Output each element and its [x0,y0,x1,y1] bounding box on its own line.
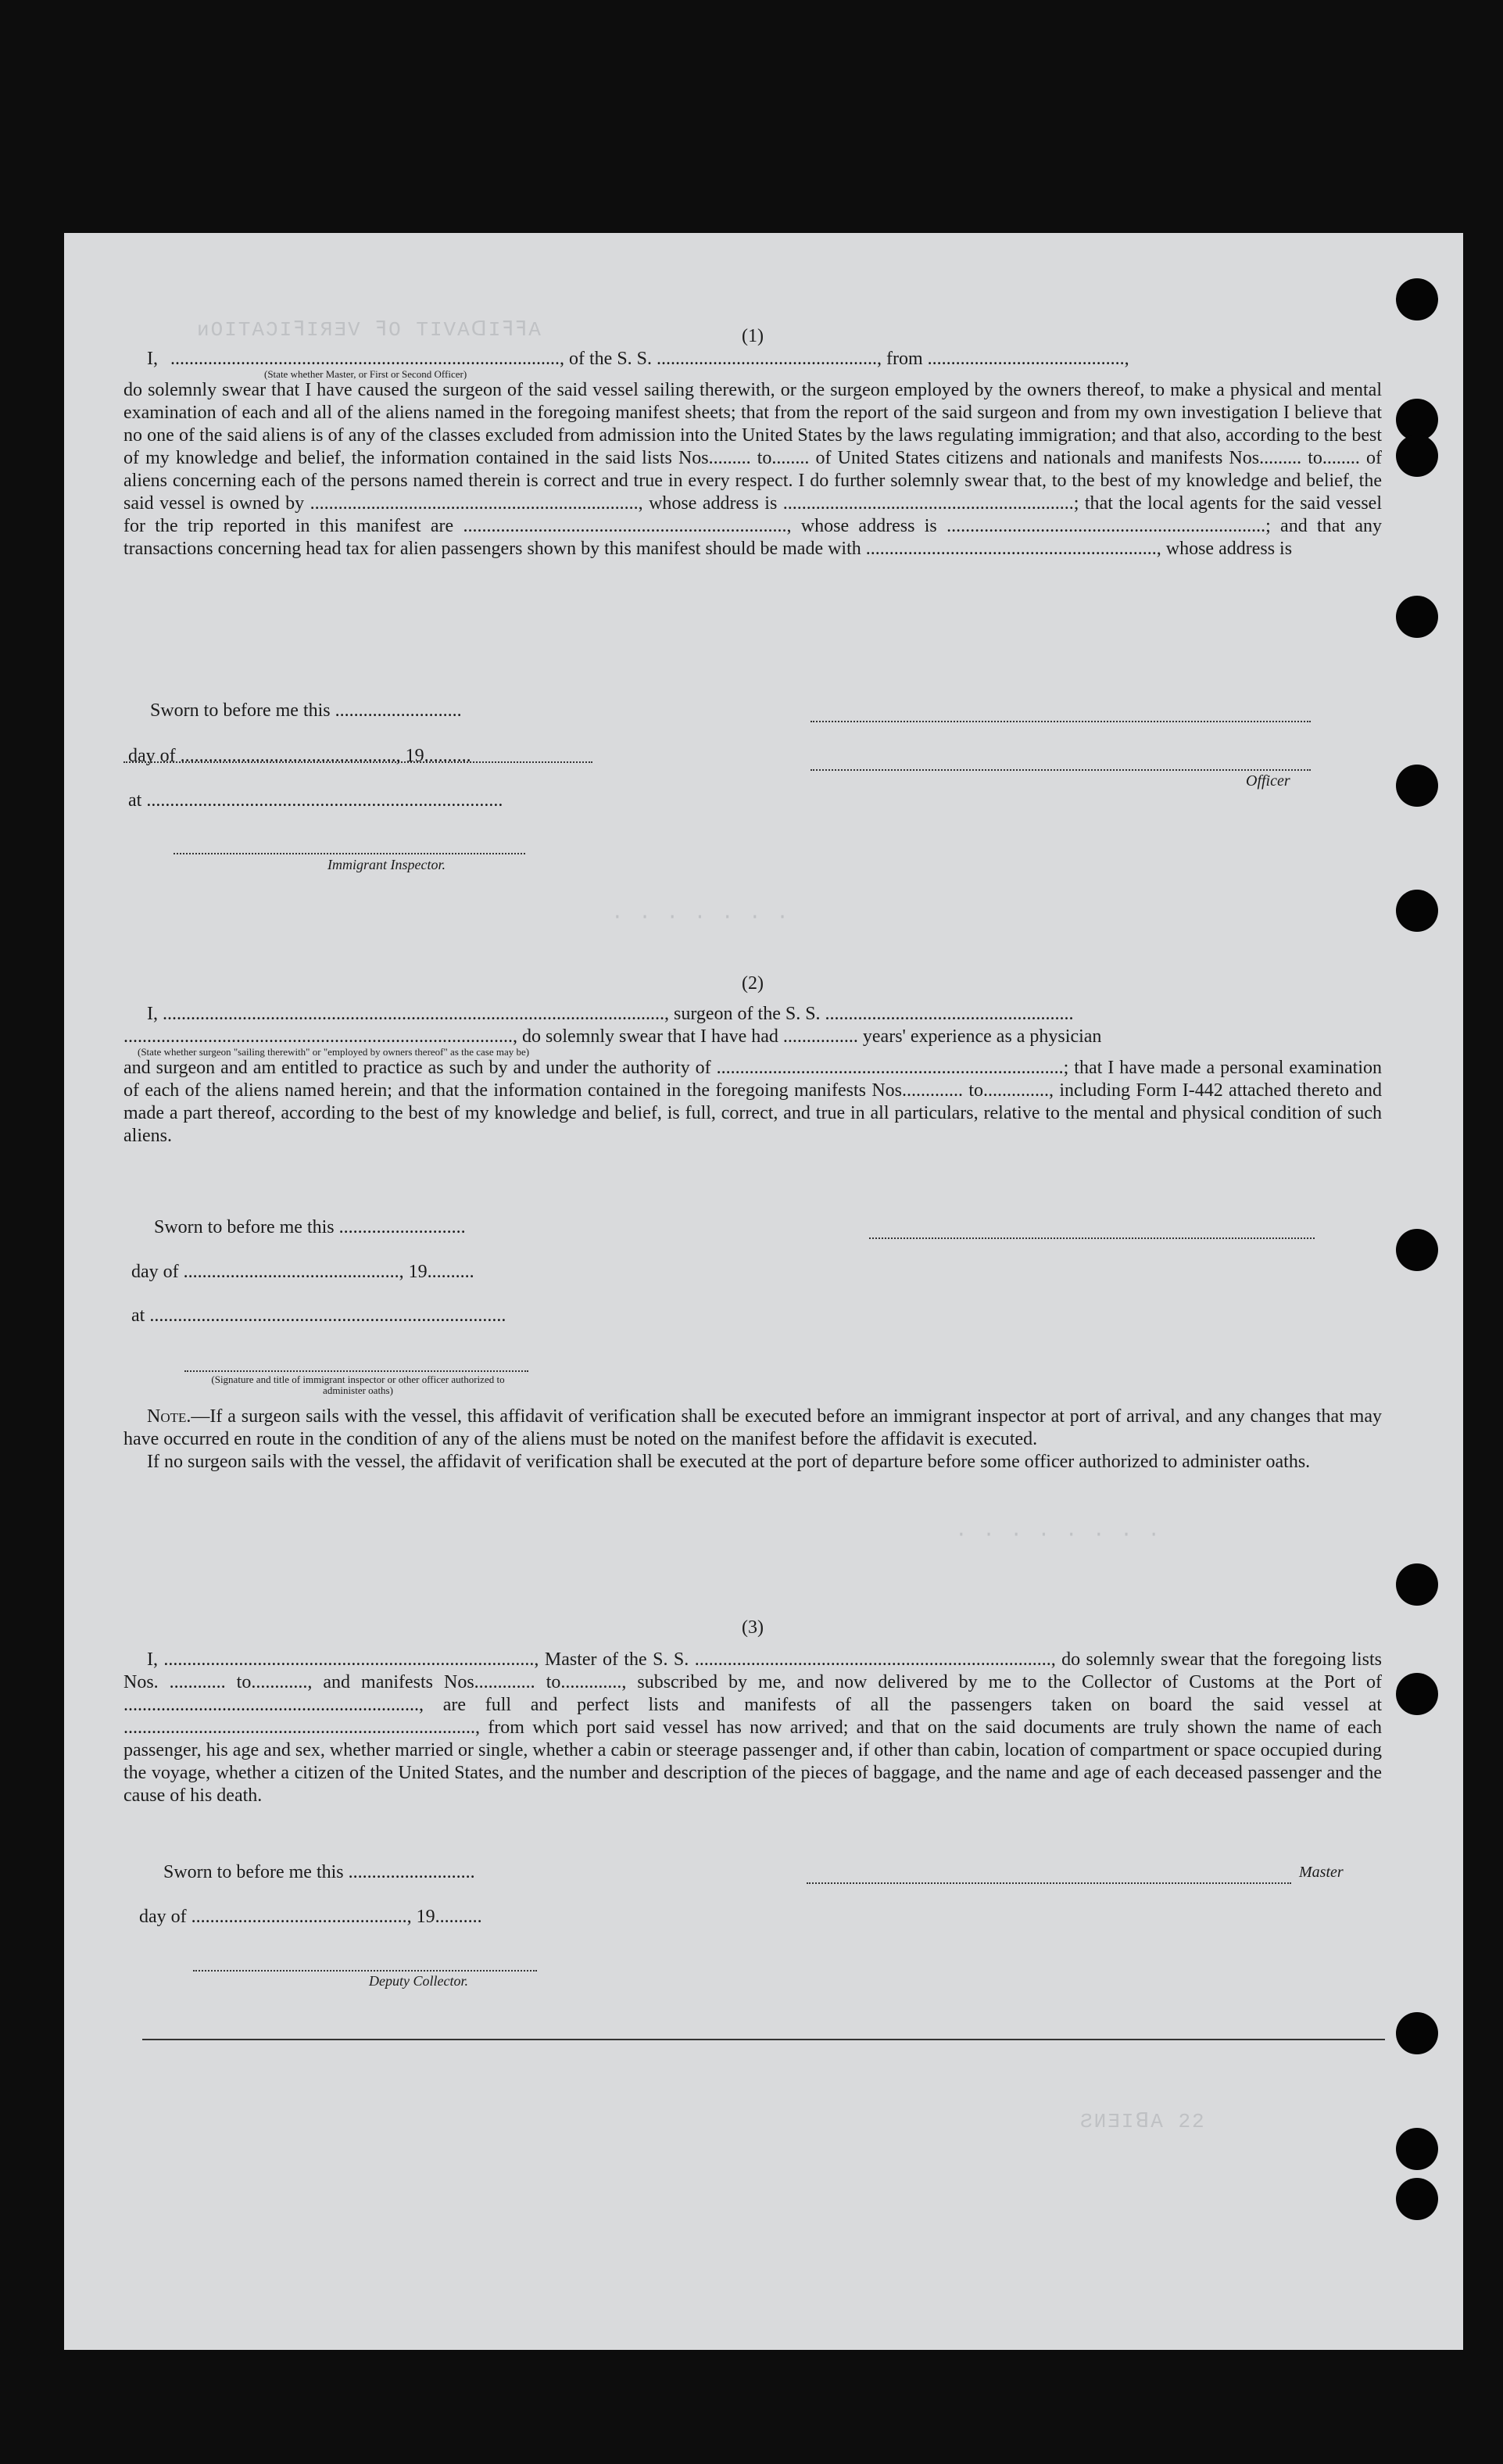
day-line-2: day of .............................................., 19.......... [131,1262,474,1282]
affidavit-section-1 [123,325,1382,560]
punch-hole [1396,2012,1438,2054]
sworn-line-1: Sworn to before me this ........................... [150,700,462,721]
officer-line [811,769,1311,771]
day-line-3: day of .............................................., 19.......... [139,1907,482,1927]
oath-text: do solemnly swear that I have caused the surgeon of the said vessel sailing therewith, or the surgeon employed by the owners thereof, to make a physical and mental examination of each and all of the aliens named in the foregoing manifest sheets; that from the report of the said surgeon and from my own investigation I believe that no one of the said aliens is of any of the classes excluded from admission into the United States by the laws regulating immigration; and that also, according to the best of my knowledge and belief, the information contained in the said lists Nos......... to........ of United States citizens and nationals and manifests Nos......... to........ of aliens concerning each of the persons named therein is correct and true in every respect. I do further solemnly swear that, to the best of my knowledge and belief, the said vessel is owned by ......................................................................, whose address is ..............................................................; that the local agents for the said vessel for the trip reported in this manifest are ....................................................................., whose address is ....................................................................; and that any transactions concerning head tax for alien passengers shown by this manifest should be made with .............................................................., whose address is [123,380,1382,559]
section-number: (3) [742,1617,764,1638]
inspector-line [174,853,525,854]
affidavit-section-3 [123,1617,1382,1807]
note-label: Note. [147,1406,191,1427]
collector-label: Deputy Collector. [369,1973,468,1989]
inspector-label: Immigrant Inspector. [327,857,446,872]
punch-hole [1396,1563,1438,1606]
punch-hole [1396,1229,1438,1271]
punch-hole [1396,596,1438,638]
master-signature-line [807,1882,1291,1884]
punch-hole [1396,765,1438,807]
sworn-line-2: Sworn to before me this ........................... [154,1217,466,1237]
master-line-note: (State whether Master, or First or Second Officer) [264,368,467,380]
section-number: (2) [742,973,764,994]
punch-hole [1396,1673,1438,1715]
bleed-through-text: · · · · · · · · [955,1523,1162,1546]
note-text-1: —If a surgeon sails with the vessel, this affidavit of verification shall be executed before an immigrant inspector at port of arrival, and any changes that may have occurred en route in the condition of any of the aliens must be noted on the manifest before the affidavit is executed. [123,1406,1382,1449]
note-block [123,1406,1382,1474]
at-line-1: at ............................................................................ [128,790,503,811]
signature-line-2 [869,1237,1315,1239]
surgeon-oath-text: and surgeon and am entitled to practice as such by and under the authority of ..........................................................................; that I have made a personal examination of each of the aliens named herein; and that the information contained in the foregoing manifests Nos............. to.............., including Form I-442 attached thereto and made a part thereof, according to the best of my knowledge and belief, is full, correct, and true in all particulars, relative to the mental and physical condition of such aliens. [123,1058,1382,1146]
punch-hole [1396,435,1438,477]
affidavit-section-2 [123,972,1382,1148]
punch-hole [1396,278,1438,321]
signature-line-1 [811,721,1311,722]
surgeon-line: I, ..........................................................................................................., surgeon of the S. S. ..................................................... [147,1004,1074,1024]
master-oath-text: I, ..............................................................................., Master of the S. S. ............................................................................, do solemnly swear that the foregoing lists Nos. ............ to............, and manifests Nos............. to............., subscribed by me, and now delivered by me to the Collector of Customs at the Port of ..............................................................., are full and perfect lists and manifests of all the passengers taken on board the said vessel at ..........................................................................., from which port said vessel has now arrived; and that on the said documents are truly shown the name of each passenger, his age and sex, whether married or single, whether a cabin or steerage passenger and, if other than cabin, location of compartment or space occupied during the voyage, whether a citizen of the United States, and the number and description of the pieces of baggage, and the name and age of each deceased passenger and the cause of his death. [123,1649,1382,1806]
authorized-officer-note: (Signature and title of immigrant inspector or other officer authorized to administer oaths) [211,1373,505,1396]
sworn-line-3: Sworn to before me this ........................... [163,1862,475,1882]
day-line-1: day of .............................................., 19.......... [128,746,471,766]
section-number: (1) [742,326,764,346]
authorized-officer-line [184,1370,528,1372]
bleed-through-text: · · · · · · · [611,905,790,929]
footer-rule [142,2039,1385,2040]
punch-hole [1396,890,1438,932]
experience-line: ..................................................................................., do solemnly swear that I have had ................ years' experience as a physician [123,1026,1102,1047]
at-line-2: at ............................................................................ [131,1305,506,1326]
note-paragraph-1 [123,1406,1382,1451]
note-text-2: If no surgeon sails with the vessel, the affidavit of verification shall be executed at the port of departure before some officer authorized to administer oaths. [147,1452,1311,1472]
bleed-through-text: ƧИƎIꓭA 22 [1080,2110,1206,2133]
punch-hole [1396,2128,1438,2170]
bleed-through-text: ᴎOITAƆIꟻIЯƎV ꟻO TIVAᗡIꟻꟻA [197,318,542,342]
master-label: Master [1299,1864,1344,1881]
first-line [123,348,1382,379]
form-sheet [64,233,1463,2350]
punch-hole [1396,2178,1438,2220]
officer-label: Officer [1246,772,1290,790]
master-line: ..................................................................................., of the S. S. ..............................................., from .........................................., [170,349,1129,369]
pronoun-label: I, [147,349,158,369]
collector-line [193,1970,537,1972]
experience-line-wrap [123,1026,1382,1057]
experience-note: (State whether surgeon "sailing therewith" or "employed by owners thereof" as the case may be) [138,1046,530,1058]
